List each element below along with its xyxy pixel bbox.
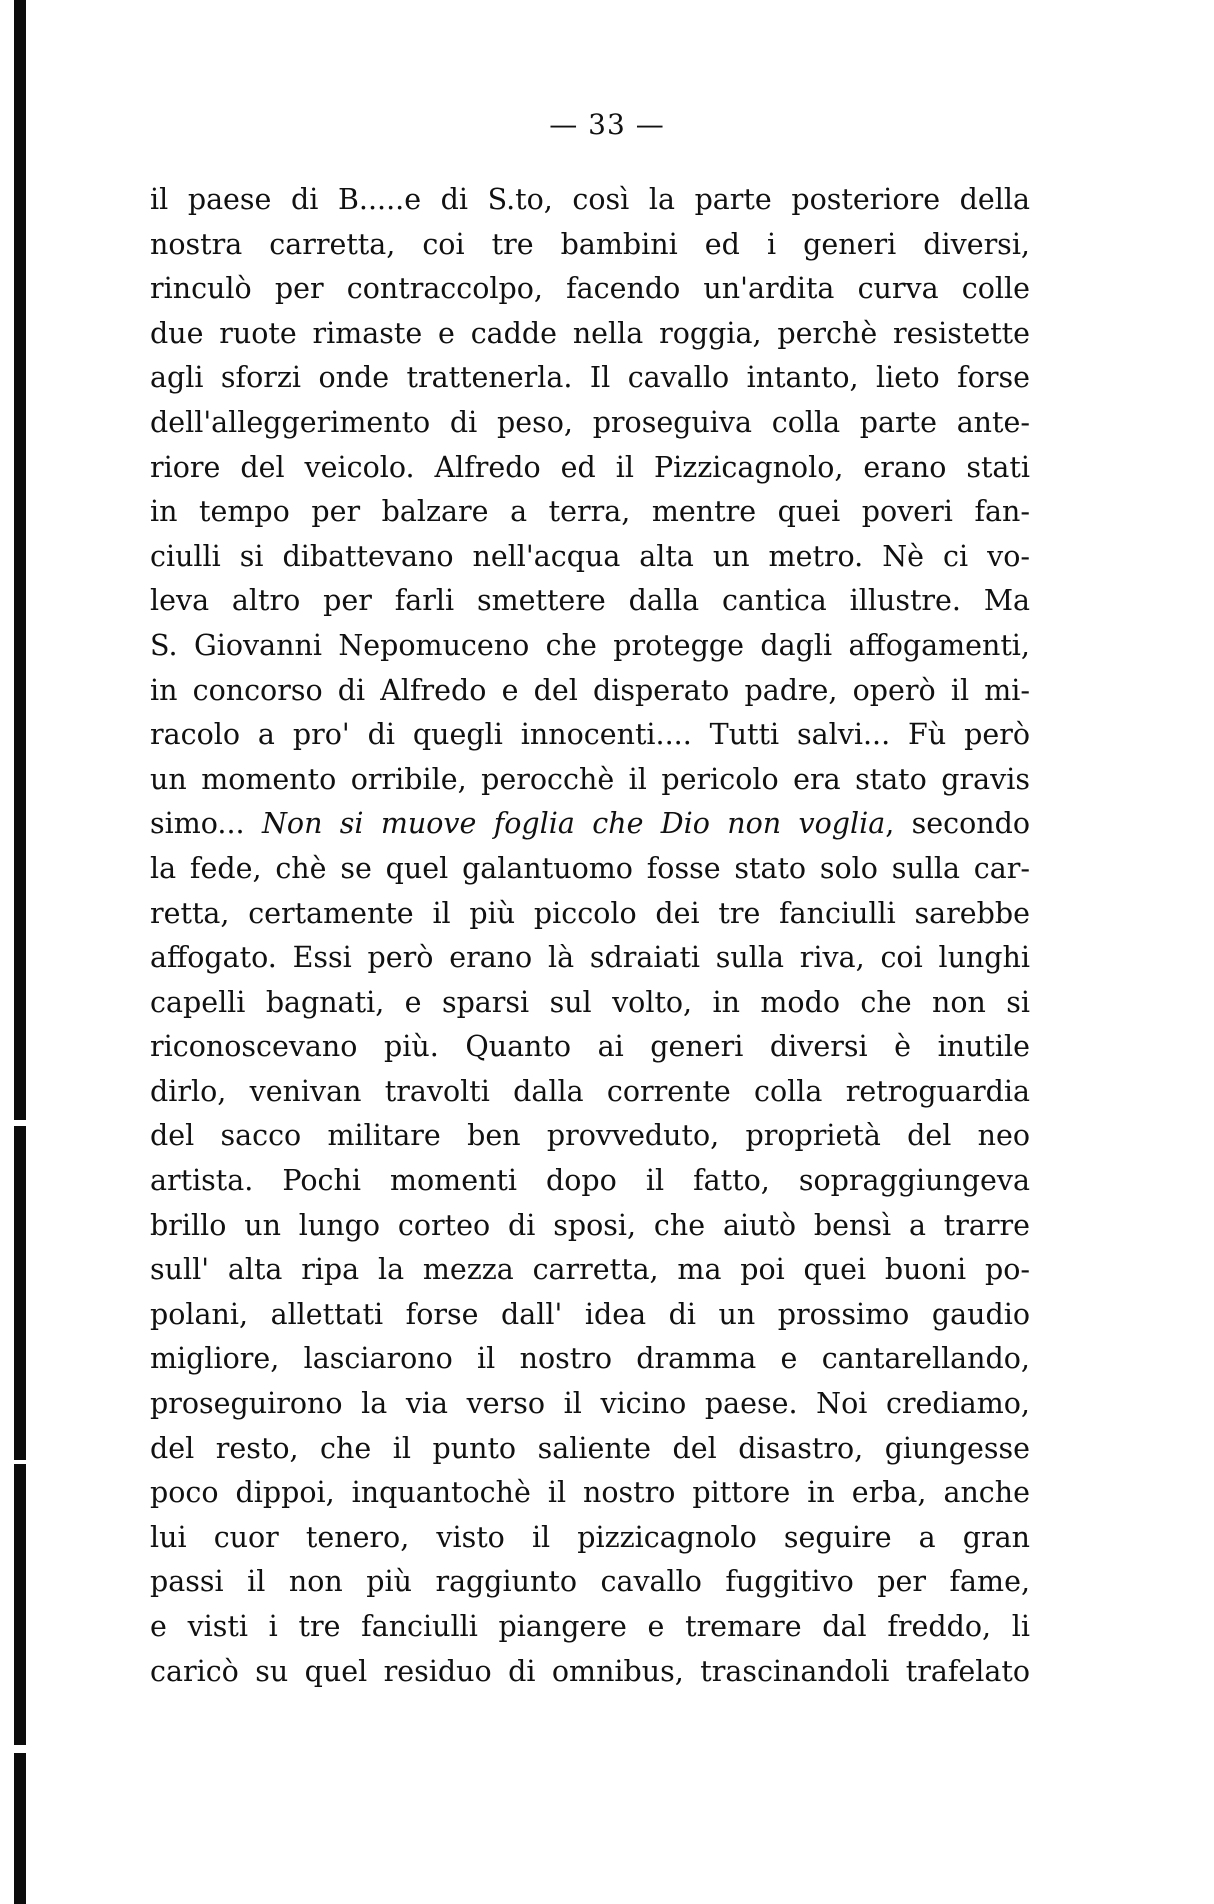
- text-line: del resto, che il punto saliente del disastro, giungesse: [150, 1431, 1030, 1465]
- scan-binding-edge: [14, 0, 26, 1904]
- text-line: in tempo per balzare a terra, mentre quei poveri fan-: [150, 495, 1030, 529]
- text-line: agli sforzi onde trattenerla. Il cavallo intanto, lieto forse: [150, 361, 1030, 395]
- text-line: caricò su quel residuo di omnibus, trascinandoli trafelato: [150, 1654, 1030, 1688]
- text-line: brillo un lungo corteo di sposi, che aiutò bensì a trarre: [150, 1208, 1030, 1242]
- text-line: sull' alta ripa la mezza carretta, ma poi quei buoni po-: [150, 1253, 1030, 1287]
- text-line: del sacco militare ben provveduto, proprietà del neo: [150, 1119, 1030, 1153]
- text-line: S. Giovanni Nepomuceno che protegge dagli affogamenti,: [150, 628, 1030, 662]
- text-line: dell'alleggerimento di peso, proseguiva colla parte ante-: [150, 405, 1030, 439]
- text-line: nostra carretta, coi tre bambini ed i generi diversi,: [150, 227, 1030, 261]
- text-line: la fede, chè se quel galantuomo fosse stato solo sulla car-: [150, 851, 1030, 885]
- text-line: due ruote rimaste e cadde nella roggia, perchè resistette: [150, 316, 1030, 350]
- text-line: lui cuor tenero, visto il pizzicagnolo seguire a gran: [150, 1520, 1030, 1554]
- text-line: rinculò per contraccolpo, facendo un'ardita curva colle: [150, 272, 1030, 306]
- text-line: in concorso di Alfredo e del disperato padre, operò il mi-: [150, 673, 1030, 707]
- text-line: capelli bagnati, e sparsi sul volto, in modo che non si: [150, 985, 1030, 1019]
- text-line: ciulli si dibattevano nell'acqua alta un metro. Nè ci vo-: [150, 539, 1030, 573]
- text-line: riconoscevano più. Quanto ai generi diversi è inutile: [150, 1030, 1030, 1064]
- text-line: il paese di B.....e di S.to, così la parte posteriore della: [150, 183, 1030, 216]
- body-text: [150, 178, 1030, 1694]
- text-run: simo...: [150, 807, 262, 841]
- text-line: e visti i tre fanciulli piangere e tremare dal freddo, li: [150, 1610, 1030, 1643]
- text-line: dirlo, venivan travolti dalla corrente colla retroguardia: [150, 1074, 1030, 1108]
- text-line: artista. Pochi momenti dopo il fatto, sopraggiungeva: [150, 1164, 1030, 1198]
- text-run: , secondo: [885, 807, 1030, 841]
- text-line: leva altro per farli smettere dalla cantica illustre. Ma: [150, 584, 1030, 618]
- text-line: racolo a pro' di quegli innocenti.... Tutti salvi... Fù però: [150, 718, 1030, 752]
- scan-edge-gap: [14, 1745, 26, 1753]
- text-line-mixed: [150, 802, 1030, 847]
- scan-edge-gap: [14, 1460, 26, 1464]
- text-line: affogato. Essi però erano là sdraiati sulla riva, coi lunghi: [150, 941, 1030, 975]
- text-line: polani, allettati forse dall' idea di un prossimo gaudio: [150, 1297, 1030, 1331]
- text-line: retta, certamente il più piccolo dei tre fanciulli sarebbe: [150, 896, 1030, 930]
- text-line: passi il non più raggiunto cavallo fuggitivo per fame,: [150, 1565, 1030, 1599]
- text-line: poco dippoi, inquantochè il nostro pittore in erba, anche: [150, 1476, 1030, 1510]
- text-line: proseguirono la via verso il vicino paese. Noi crediamo,: [150, 1387, 1030, 1421]
- text-line: un momento orribile, perocchè il pericolo era stato gravis: [150, 762, 1030, 796]
- italic-proverb: Non si muove foglia che Dio non voglia: [261, 807, 886, 841]
- page-number: — 33 —: [549, 108, 665, 141]
- text-line: riore del veicolo. Alfredo ed il Pizzicagnolo, erano stati: [150, 450, 1030, 484]
- scan-edge-gap: [14, 1120, 26, 1126]
- text-line: migliore, lasciarono il nostro dramma e cantarellando,: [150, 1342, 1030, 1376]
